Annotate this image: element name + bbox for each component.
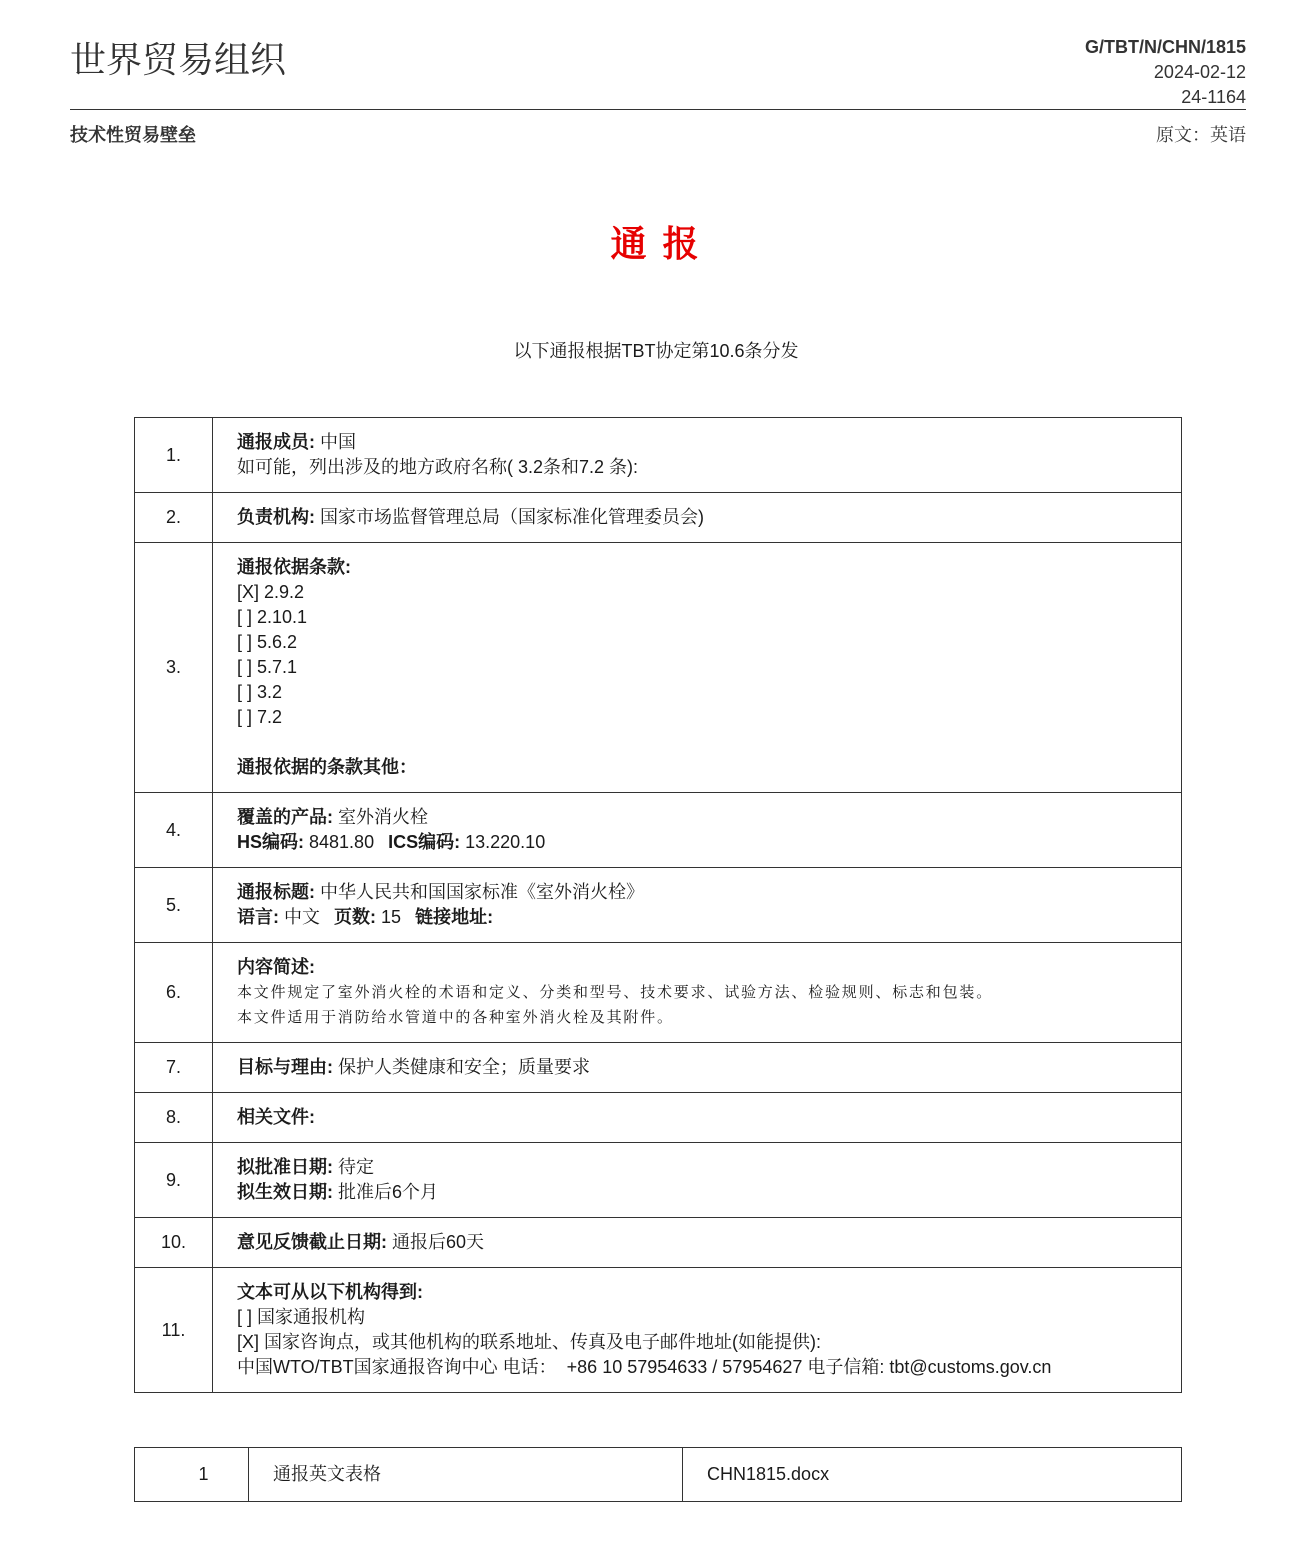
link-label: 链接地址: [415, 907, 494, 927]
row-number: 3. [135, 543, 213, 792]
committee-name: 技术性贸易壁垒 [70, 125, 196, 145]
description-line-2: 本文件适用于消防给水管道中的各种室外消火栓及其附件。 [237, 1009, 674, 1026]
row-content [213, 1143, 1181, 1217]
row-number: 10. [135, 1218, 213, 1267]
row-number: 1. [135, 418, 213, 492]
clause-3-2: [ ] 3.2 [237, 682, 283, 702]
member-line [237, 430, 1157, 455]
language-value: 中文 [284, 907, 321, 927]
row-number: 7. [135, 1043, 213, 1092]
attachment-number: 1 [135, 1448, 249, 1501]
agency-value: 国家市场监督管理总局（国家标准化管理委员会) [320, 507, 705, 527]
organization-name: 世界贸易组织 [70, 39, 287, 80]
adoption-label: 拟批准日期: [237, 1157, 333, 1177]
original-language: 原文：英语 [1156, 125, 1246, 145]
agency-line [237, 505, 1157, 530]
document-date: 2024-02-12 [1153, 62, 1246, 82]
option-enquiry-point: [X] 国家咨询点，或其他机构的联系地址、传真及电子邮件地址(如能提供): [237, 1332, 821, 1352]
notification-row-5 [135, 867, 1181, 942]
hs-label: HS编码: [237, 832, 304, 852]
notification-table [134, 417, 1182, 1393]
relevant-documents-label: 相关文件: [237, 1107, 315, 1127]
pages-label: 页数: [334, 907, 377, 927]
distribution-note: 以下通报根据TBT协定第10.6条分发 [513, 341, 799, 361]
attachment-file-name: CHN1815.docx [707, 1464, 830, 1484]
ics-value: 13.220.10 [465, 832, 546, 852]
pages-value: 15 [381, 907, 402, 927]
entry-into-force-label: 拟生效日期: [237, 1182, 333, 1202]
comments-deadline-value: 通报后60天 [392, 1232, 485, 1252]
row-content [213, 543, 1181, 792]
notification-row-3 [135, 542, 1181, 792]
row-content [213, 793, 1181, 867]
row-number: 5. [135, 868, 213, 942]
title-line [237, 880, 1157, 905]
language-pages-line [237, 905, 1157, 930]
codes-line [237, 830, 1157, 855]
adoption-line [237, 1155, 1157, 1180]
notification-row-9 [135, 1142, 1181, 1217]
notification-row-8 [135, 1092, 1181, 1142]
row-content [213, 1093, 1181, 1142]
notification-row-6 [135, 942, 1181, 1042]
row-content [213, 868, 1181, 942]
notification-row-1 [135, 418, 1181, 492]
agency-label: 负责机构: [237, 507, 315, 527]
notification-heading: 通 报 [610, 223, 702, 264]
attachments-table [134, 1447, 1182, 1502]
enquiry-point-contact: 中国WTO/TBT国家通报咨询中心 电话： +86 10 57954633 / 57954627 电子信箱: tbt@customs.gov.cn [237, 1357, 1052, 1377]
option-national-body: [ ] 国家通报机构 [237, 1307, 366, 1327]
blank-line [237, 730, 1157, 755]
products-line [237, 805, 1157, 830]
basis-label: 通报依据条款: [237, 557, 351, 577]
title-label: 通报标题: [237, 882, 315, 902]
other-basis-label: 通报依据的条款其他： [237, 757, 417, 777]
attachment-title: 通报英文表格 [249, 1448, 683, 1501]
availability-label: 文本可从以下机构得到: [237, 1282, 423, 1302]
row-number: 6. [135, 943, 213, 1042]
document-number: 24-1164 [1181, 87, 1246, 107]
entry-into-force-value: 批准后6个月 [338, 1182, 439, 1202]
member-label: 通报成员: [237, 432, 315, 452]
ics-label: ICS编码: [388, 832, 461, 852]
row-content [213, 418, 1181, 492]
document-symbol: G/TBT/N/CHN/1815 [1084, 37, 1246, 57]
products-value: 室外消火栓 [338, 807, 429, 827]
row-number: 8. [135, 1093, 213, 1142]
local-government-label: 如可能，列出涉及的地方政府名称( 3.2条和7.2 条): [237, 457, 639, 477]
clause-2-10-1: [ ] 2.10.1 [237, 607, 308, 627]
clause-2-9-2: [X] 2.9.2 [237, 582, 305, 602]
objective-line [237, 1055, 1157, 1080]
document-info [1085, 35, 1246, 110]
language-label: 语言: [237, 907, 279, 927]
clause-7-2: [ ] 7.2 [237, 707, 283, 727]
row-content [213, 1268, 1181, 1392]
row-number: 4. [135, 793, 213, 867]
notification-row-4 [135, 792, 1181, 867]
row-content [213, 943, 1181, 1042]
row-content [213, 1218, 1181, 1267]
row-content [213, 493, 1181, 542]
description-label: 内容简述: [237, 957, 315, 977]
description-line-1: 本文件规定了室外消火栓的术语和定义、分类和型号、技术要求、试验方法、检验规则、标志和包装。 [237, 984, 994, 1001]
comments-deadline-label: 意见反馈截止日期: [237, 1232, 387, 1252]
notification-row-10 [135, 1217, 1181, 1267]
hs-value: 8481.80 [309, 832, 375, 852]
row-number: 9. [135, 1143, 213, 1217]
row-number: 11. [135, 1268, 213, 1392]
row-number: 2. [135, 493, 213, 542]
notification-row-7 [135, 1042, 1181, 1092]
products-label: 覆盖的产品: [237, 807, 333, 827]
header-divider [70, 109, 1246, 110]
notification-row-11 [135, 1267, 1181, 1392]
objective-label: 目标与理由: [237, 1057, 333, 1077]
entry-into-force-line [237, 1180, 1157, 1205]
objective-value: 保护人类健康和安全；质量要求 [338, 1057, 591, 1077]
clause-5-7-1: [ ] 5.7.1 [237, 657, 298, 677]
row-content [213, 1043, 1181, 1092]
clause-5-6-2: [ ] 5.6.2 [237, 632, 298, 652]
member-value: 中国 [320, 432, 357, 452]
notification-row-2 [135, 492, 1181, 542]
adoption-value: 待定 [338, 1157, 375, 1177]
title-value: 中华人民共和国国家标准《室外消火栓》 [320, 882, 645, 902]
comments-deadline-line [237, 1230, 1157, 1255]
